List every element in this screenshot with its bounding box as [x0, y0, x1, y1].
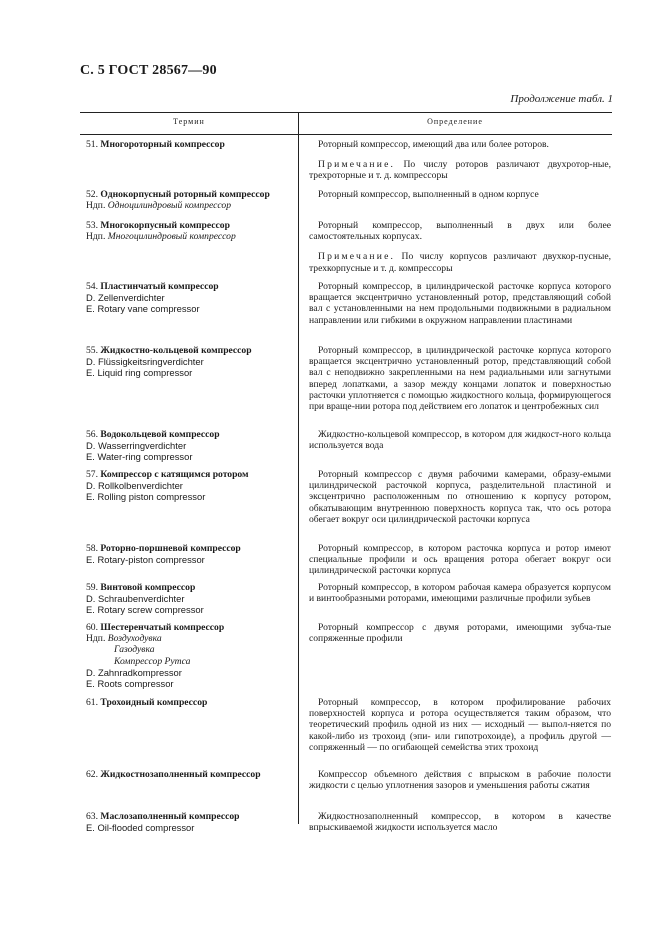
- definition-entry: [309, 189, 611, 200]
- table-header-rule: [80, 134, 612, 135]
- definition-text: Компрессор объемного действия с впрыском в рабочие полости жидкости с целью уплотнения зазоров и уменьшения работы сжатия: [309, 769, 611, 792]
- table-top-rule: [80, 112, 612, 113]
- definition-entry: [309, 429, 611, 451]
- table-column-divider: [298, 112, 299, 824]
- term-entry: 57. Компрессор с катящимся ротором D. Rollkolbenverdichter E. Rolling piston compressor: [86, 469, 249, 503]
- table-continuation-label: Продолжение табл. 1: [510, 93, 613, 105]
- definition-entry: [309, 622, 611, 644]
- definition-text: Роторный компрессор, в цилиндрической расточке корпуса которого вращается эксцентрично установленный ротор, представляющий собой вал с установленными на нем продольными подвижными в радиальном направлении или гибкими в окружном направлении пластинами: [309, 281, 611, 326]
- term-entry: 60. Шестеренчатый компрессор Ндп. Воздуходувка Газодувка Компрессор Рутса D. Zahnradkompressor E. Roots compressor: [86, 622, 225, 690]
- definition-text: Роторный компрессор, выполненный в двух или более самостоятельных корпусах.: [309, 220, 611, 243]
- definition-text: Роторный компрессор, выполненный в одном корпусе: [318, 189, 539, 200]
- term-entry: 63. Маслозаполненный компрессор E. Oil-flooded compressor: [86, 811, 240, 834]
- definition-text: Жидкостно-кольцевой компрессор, в котором для жидкост-ного кольца используется вода: [309, 429, 611, 452]
- note-label: Примечание.: [318, 251, 396, 263]
- definition-entry: [309, 139, 611, 182]
- term-entry: 62. Жидкостнозаполненный компрессор: [86, 769, 261, 780]
- definition-text: Жидкостнозаполненный компрессор, в котором в качестве впрыскиваемой жидкости используется масло: [309, 811, 611, 834]
- definition-text: Роторный компрессор, в котором профилирование рабочих поверхностей корпуса и ротора осуществляется таким образом, что теоретический профиль одной из них — исходный — выпол-няется по какой-либо из трохоид (эпи- или гипотрохоиде), а профиль другой — сопряженный — по огибающей семейства этих трохоид: [309, 697, 611, 753]
- term-entry: 55. Жидкостно-кольцевой компрессор D. Flüssigkeitsringverdichter E. Liquid ring compressor: [86, 345, 252, 379]
- definition-entry: [309, 543, 611, 577]
- note-text: По числу корпусов различают двухкор-пусные, трехкорпусные и т. д. компрессоры: [309, 251, 611, 274]
- term-entry: 59. Винтовой компрессор D. Schraubenverdichter E. Rotary screw compressor: [86, 582, 204, 616]
- definition-text: Роторный компрессор с двумя роторами, имеющими зубча-тые сопряженные профили: [309, 622, 611, 645]
- note-text: По числу роторов различают двухротор-ные, трехроторные и т. д. компрессоры: [309, 159, 611, 182]
- definition-text: Роторный компрессор с двумя рабочими камерами, образу-емыми цилиндрической расточкой корпуса, разделительной пластиной и эксцентрично расположенным по отношению к корпусу ротором, обкатывающим внутреннюю поверхность корпуса так, что ось ротора обегает вокруг оси цилиндрической расточки корпуса: [309, 469, 611, 525]
- note-label: Примечание.: [318, 159, 396, 171]
- definition-entry: [309, 220, 611, 274]
- column-header-term: Термин: [173, 117, 205, 126]
- definition-entry: [309, 582, 611, 604]
- definition-entry: [309, 345, 611, 412]
- definition-entry: [309, 811, 611, 833]
- definition-entry: [309, 769, 611, 791]
- definition-entry: [309, 281, 611, 326]
- term-entry: 54. Пластинчатый компрессор D. Zellenverdichter E. Rotary vane compressor: [86, 281, 219, 315]
- column-header-definition: Определение: [427, 117, 483, 126]
- page-header: С. 5 ГОСТ 28567—90: [80, 63, 217, 78]
- term-entry: 58. Роторно-поршневой компрессор E. Rotary-piston compressor: [86, 543, 241, 566]
- term-entry: 61. Трохоидный компрессор: [86, 697, 208, 708]
- definition-text: Роторный компрессор, имеющий два или более роторов.: [318, 139, 549, 150]
- definition-text: Роторный компрессор, в котором расточка корпуса и ротор имеют специальные профили и ось вращения ротора обегает вокруг оси цилиндрической расточки корпуса: [309, 543, 611, 577]
- definition-entry: [309, 697, 611, 753]
- term-entry: 51. Многороторный компрессор: [86, 139, 225, 150]
- term-entry: 53. Многокорпусный компрессор Ндп. Многоцилиндровый компрессор: [86, 220, 236, 243]
- definition-text: Роторный компрессор, в цилиндрической расточке корпуса которого вращается эксцентрично установленный ротор, представляющий собой вал с неподвижно закрепленными на нем радиальными или загнутыми вперед лопатками, а зазор между концами лопаток и поверхностью расточки уплотняется с помощью жидкостного кольца, формирующегося при враще-нии ротора под действием его лопаток и центробежных сил: [309, 345, 611, 413]
- definition-entry: [309, 469, 611, 525]
- term-entry: 56. Водокольцевой компрессор D. Wasserringverdichter E. Water-ring compressor: [86, 429, 220, 463]
- definition-text: Роторный компрессор, в котором рабочая камера образуется корпусом и винтообразными роторами, имеющими различные профили зубьев: [309, 582, 611, 605]
- term-entry: 52. Однокорпусный роторный компрессор Ндп. Одноцилиндровый компрессор: [86, 189, 270, 212]
